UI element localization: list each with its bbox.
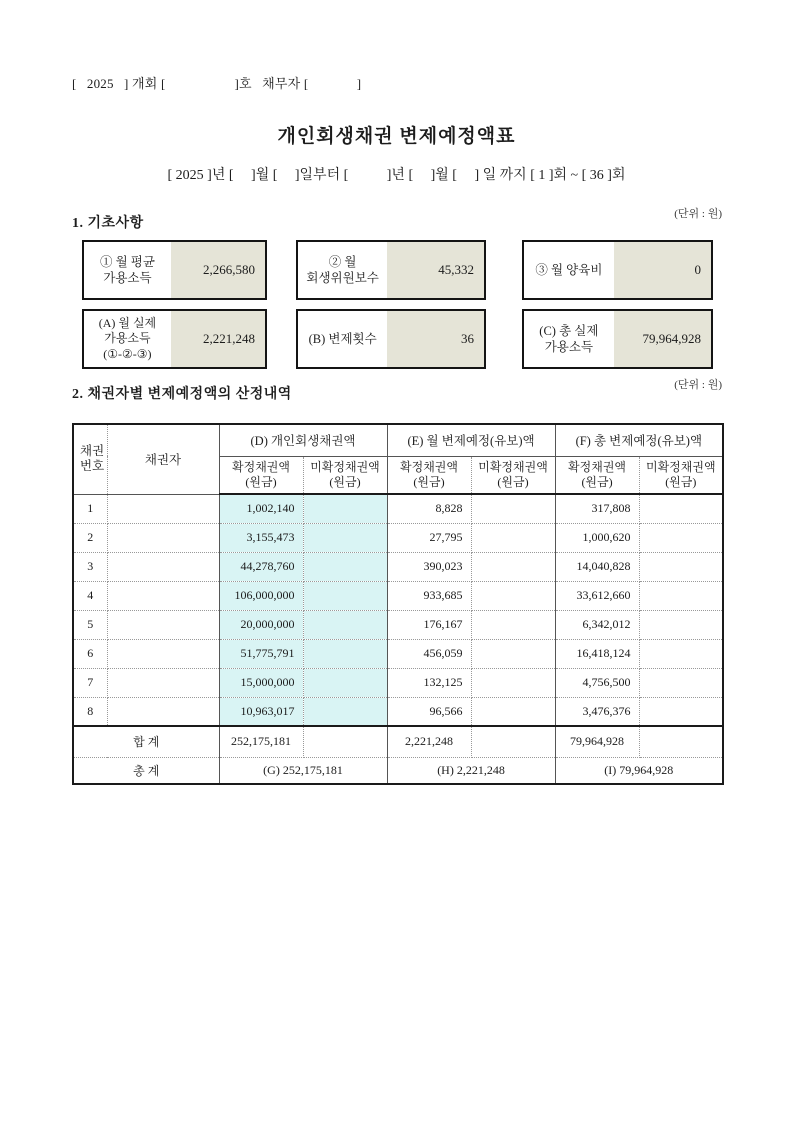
col-header-line: 미확정채권액 [646, 459, 716, 474]
cell-creditor [107, 552, 219, 581]
total-e: (H) 2,221,248 [387, 757, 555, 784]
cell-f-unfixed [639, 610, 723, 639]
sum-row-label: 합 계 [73, 726, 219, 757]
cell-creditor [107, 523, 219, 552]
cell-claim-no: 7 [73, 668, 107, 697]
info-box-value: 2,221,248 [171, 311, 265, 367]
info-box-value: 0 [614, 242, 711, 298]
cell-claim-no: 1 [73, 494, 107, 523]
info-box-trustee-fee [296, 240, 486, 300]
col-group-label: (E) 월 변제예정(유보)액 [407, 434, 535, 449]
col-header-line: (원금) [413, 474, 445, 489]
cell-creditor [107, 697, 219, 726]
col-group-label: (D) 개인회생채권액 [250, 434, 356, 449]
cell-d-fixed: 10,963,017 [219, 697, 303, 726]
cell-f-fixed: 16,418,124 [555, 639, 639, 668]
cell-e-fixed: 8,828 [387, 494, 471, 523]
cell-f-unfixed [639, 639, 723, 668]
col-header-e-fixed [387, 456, 471, 494]
col-group-f [555, 424, 723, 456]
info-box-monthly-avg-income [82, 240, 267, 300]
cell-e-fixed: 390,023 [387, 552, 471, 581]
col-header-line: (원금) [581, 474, 613, 489]
cell-e-unfixed [471, 581, 555, 610]
sum-f-unfixed [639, 726, 723, 757]
col-header-line: (원금) [497, 474, 529, 489]
cell-creditor [107, 639, 219, 668]
repayment-period-line: [ 2025 ]년 [ ]월 [ ]일부터 [ ]년 [ ]월 [ ] 일 까지 [ 1 ]회 ~ [ 36 ]회 [167, 168, 626, 183]
table-row [73, 581, 723, 610]
cell-e-fixed: 456,059 [387, 639, 471, 668]
col-header-e-unfixed [471, 456, 555, 494]
col-header-d-fixed [219, 456, 303, 494]
cell-d-unfixed [303, 639, 387, 668]
sum-d-fixed: 252,175,181 [219, 726, 303, 757]
cell-e-fixed: 933,685 [387, 581, 471, 610]
cell-d-fixed: 20,000,000 [219, 610, 303, 639]
col-header-line: (원금) [245, 474, 277, 489]
cell-e-unfixed [471, 697, 555, 726]
info-box-label-line: (①-②-③) [103, 346, 152, 361]
info-box-total-actual-income [522, 309, 713, 369]
info-box-label-line: (B) 변제횟수 [308, 331, 377, 346]
table-body [73, 494, 723, 726]
col-header-line: 확정채권액 [400, 459, 458, 474]
cell-f-fixed: 1,000,620 [555, 523, 639, 552]
info-box-label [84, 311, 171, 367]
info-box-label-line: (C) 총 실제 [539, 323, 599, 338]
cell-d-unfixed [303, 494, 387, 523]
table-row [73, 668, 723, 697]
col-group-e [387, 424, 555, 456]
cell-d-unfixed [303, 610, 387, 639]
cell-creditor [107, 494, 219, 523]
cell-d-unfixed [303, 552, 387, 581]
cell-creditor [107, 581, 219, 610]
cell-d-fixed: 3,155,473 [219, 523, 303, 552]
col-header-f-unfixed [639, 456, 723, 494]
col-group-label: (F) 총 변제예정(유보)액 [575, 434, 703, 449]
col-header-claim-no [73, 424, 107, 494]
table-row [73, 610, 723, 639]
cell-e-fixed: 96,566 [387, 697, 471, 726]
info-box-value: 36 [387, 311, 484, 367]
info-box-actual-monthly-income [82, 309, 267, 369]
info-box-label [524, 242, 614, 298]
cell-d-fixed: 15,000,000 [219, 668, 303, 697]
cell-creditor [107, 668, 219, 697]
sum-e-unfixed [471, 726, 555, 757]
repayment-table [72, 423, 724, 785]
cell-f-fixed: 3,476,376 [555, 697, 639, 726]
col-header-line: 미확정채권액 [310, 459, 380, 474]
cell-d-unfixed [303, 668, 387, 697]
case-number-line: [ 2025 ] 개회 [ ]호 채무자 [ ] [72, 76, 362, 91]
total-row [73, 757, 723, 784]
cell-d-fixed: 51,775,791 [219, 639, 303, 668]
cell-f-unfixed [639, 523, 723, 552]
cell-e-fixed: 176,167 [387, 610, 471, 639]
cell-e-unfixed [471, 552, 555, 581]
info-box-label-line: ② 월 [328, 254, 357, 269]
cell-f-fixed: 317,808 [555, 494, 639, 523]
unit-label-section1: (단위 : 원) [674, 208, 722, 220]
info-box-label [298, 311, 387, 367]
total-f: (I) 79,964,928 [555, 757, 723, 784]
cell-d-fixed: 1,002,140 [219, 494, 303, 523]
info-box-repayment-count [296, 309, 486, 369]
col-header-creditor: 채권자 [107, 424, 219, 494]
section2-heading: 2. 채권자별 변제예정액의 산정내역 [72, 387, 292, 402]
col-header-f-fixed [555, 456, 639, 494]
cell-e-unfixed [471, 610, 555, 639]
cell-f-fixed: 14,040,828 [555, 552, 639, 581]
cell-creditor [107, 610, 219, 639]
page-title: 개인회생채권 변제예정액표 [277, 126, 516, 147]
cell-d-unfixed [303, 523, 387, 552]
table-row [73, 494, 723, 523]
col-header-line: (원금) [665, 474, 697, 489]
table-row [73, 552, 723, 581]
cell-d-unfixed [303, 581, 387, 610]
table-row [73, 697, 723, 726]
cell-claim-no: 4 [73, 581, 107, 610]
info-box-value: 45,332 [387, 242, 484, 298]
cell-f-unfixed [639, 494, 723, 523]
info-box-label [84, 242, 171, 298]
cell-f-fixed: 4,756,500 [555, 668, 639, 697]
cell-claim-no: 2 [73, 523, 107, 552]
cell-f-unfixed [639, 581, 723, 610]
info-box-child-support [522, 240, 713, 300]
cell-claim-no: 6 [73, 639, 107, 668]
sum-e-fixed: 2,221,248 [387, 726, 471, 757]
info-box-value: 79,964,928 [614, 311, 711, 367]
col-header-d-unfixed [303, 456, 387, 494]
cell-f-fixed: 6,342,012 [555, 610, 639, 639]
info-box-label-line: ① 월 평균 [99, 254, 155, 269]
cell-e-unfixed [471, 668, 555, 697]
total-row-label: 총 계 [73, 757, 219, 784]
cell-e-fixed: 27,795 [387, 523, 471, 552]
col-header-line: 확정채권액 [232, 459, 290, 474]
col-header-line: 번호 [80, 459, 105, 474]
sum-d-unfixed [303, 726, 387, 757]
col-group-d [219, 424, 387, 456]
cell-f-unfixed [639, 668, 723, 697]
col-header-line: 확정채권액 [568, 459, 627, 474]
col-header-line: 채권 [80, 443, 105, 458]
info-box-label-line: 가용소득 [103, 271, 152, 285]
info-box-value: 2,266,580 [171, 242, 265, 298]
cell-claim-no: 8 [73, 697, 107, 726]
info-box-label-line: ③ 월 양육비 [535, 262, 603, 277]
cell-d-fixed: 44,278,760 [219, 552, 303, 581]
cell-claim-no: 3 [73, 552, 107, 581]
table-row [73, 639, 723, 668]
info-box-label-line: 회생위원보수 [306, 271, 379, 285]
col-header-line: (원금) [329, 474, 361, 489]
cell-e-unfixed [471, 523, 555, 552]
cell-claim-no: 5 [73, 610, 107, 639]
cell-f-unfixed [639, 697, 723, 726]
info-box-label [298, 242, 387, 298]
cell-d-unfixed [303, 697, 387, 726]
info-box-label-line: 가용소득 [104, 331, 151, 346]
section1-heading: 1. 기초사항 [72, 216, 144, 231]
info-box-label [524, 311, 614, 367]
info-box-label-line: (A) 월 실제 [98, 315, 157, 330]
info-box-label-line: 가용소득 [544, 340, 594, 354]
cell-e-unfixed [471, 494, 555, 523]
cell-f-unfixed [639, 552, 723, 581]
sum-f-fixed: 79,964,928 [555, 726, 639, 757]
total-d: (G) 252,175,181 [219, 757, 387, 784]
sum-row [73, 726, 723, 757]
cell-e-fixed: 132,125 [387, 668, 471, 697]
cell-d-fixed: 106,000,000 [219, 581, 303, 610]
unit-label-section2: (단위 : 원) [674, 379, 722, 391]
cell-e-unfixed [471, 639, 555, 668]
cell-f-fixed: 33,612,660 [555, 581, 639, 610]
col-header-line: 미확정채권액 [478, 459, 548, 474]
table-row [73, 523, 723, 552]
